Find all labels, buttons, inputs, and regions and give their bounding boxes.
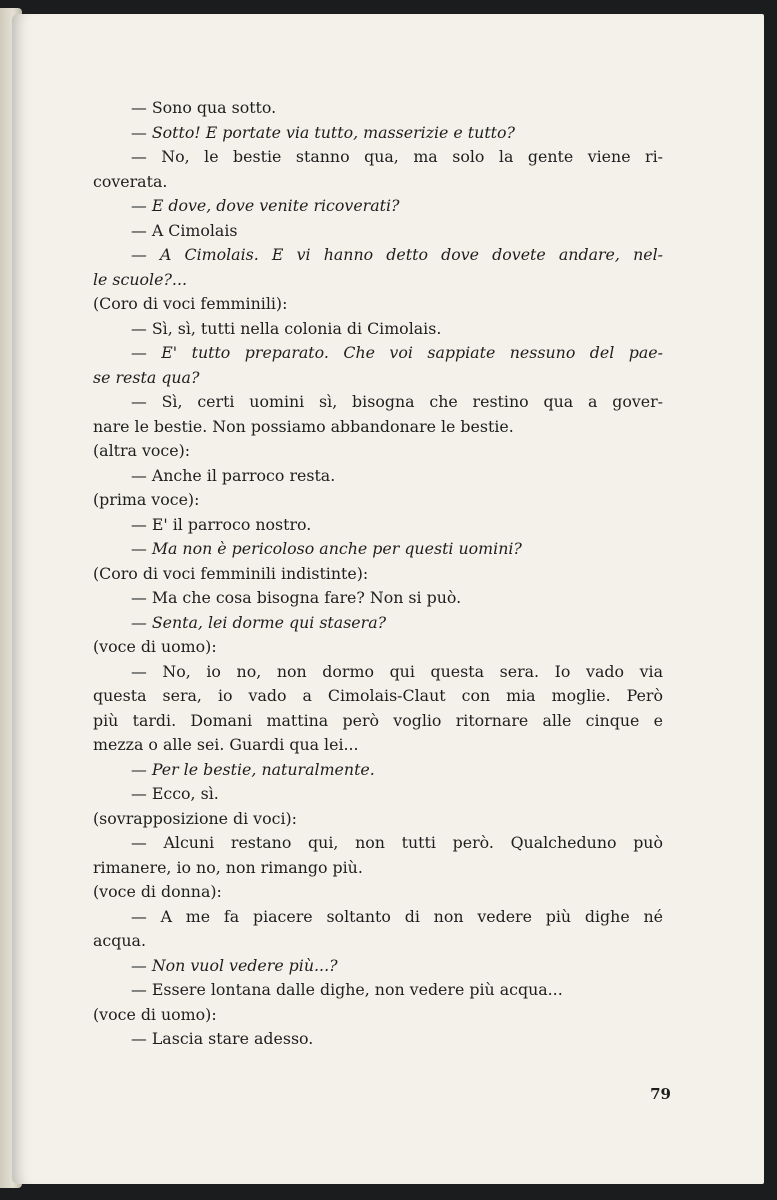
text-line: — No, le bestie stanno qua, ma solo la gente viene ri- [131,147,663,166]
text-line: — E dove, dove venite ricoverati? [131,196,400,215]
text-line: (voce di uomo): [93,637,217,656]
text-line: — A me fa piacere soltanto di non vedere più dighe né [131,906,663,926]
book-page [12,14,764,1184]
text-line: — Sono qua sotto. [131,98,277,117]
text-line: — A Cimolais. E vi hanno detto dove dovete andare, nel- [131,245,663,264]
text-line: le scuole?... [93,269,187,289]
text-line: (Coro di voci femminili indistinte): [93,563,369,583]
text-line: — Senta, lei dorme qui stasera? [131,612,387,632]
text-line: (altra voce): [93,441,191,460]
text-line: questa sera, io vado a Cimolais-Claut con mia moglie. Però [93,686,663,705]
text-line: più tardi. Domani mattina però voglio ritornare alle cinque e [93,710,663,730]
text-line: — E' il parroco nostro. [131,514,312,534]
text-line: — Anche il parroco resta. [131,465,336,485]
text-line: — A Cimolais [131,220,238,240]
text-line: — Sì, certi uomini sì, bisogna che restino qua a gover- [131,392,663,411]
page-number: 79 [650,1085,671,1103]
text-line: rimanere, io no, non rimango più. [93,857,363,877]
text-line: — Alcuni restano qui, non tutti però. Qualcheduno può [131,833,663,852]
text-line: — Sì, sì, tutti nella colonia di Cimolais. [131,318,442,338]
page-text [93,96,663,1052]
text-line: (voce di donna): [93,882,222,901]
text-line: (prima voce): [93,490,200,509]
text-line: coverata. [93,171,168,191]
text-line: acqua. [93,931,146,950]
text-line: — No, io no, non dormo qui questa sera. Io vado via [131,661,663,681]
text-line: — Per le bestie, naturalmente. [131,759,375,779]
text-line: (sovrapposizione di voci): [93,808,298,828]
text-line: (Coro di voci femminili): [93,294,288,313]
text-line: — Ma non è pericoloso anche per questi uomini? [131,539,522,558]
text-line: — Ecco, sì. [131,784,219,803]
text-line: — Sotto! E portate via tutto, masserizie e tutto? [131,122,516,142]
text-line: mezza o alle sei. Guardi qua lei... [93,735,359,754]
text-line: — Ma che cosa bisogna fare? Non si può. [131,588,462,607]
text-line: se resta qua? [93,367,200,387]
text-line: — Lascia stare adesso. [131,1029,314,1048]
text-line: — Essere lontana dalle dighe, non vedere più acqua... [131,980,563,999]
text-line: (voce di uomo): [93,1004,217,1024]
text-line: nare le bestie. Non possiamo abbandonare le bestie. [93,416,514,436]
text-line: — Non vuol vedere più...? [131,955,338,975]
text-line: — E' tutto preparato. Che voi sappiate nessuno del pae- [131,343,663,362]
